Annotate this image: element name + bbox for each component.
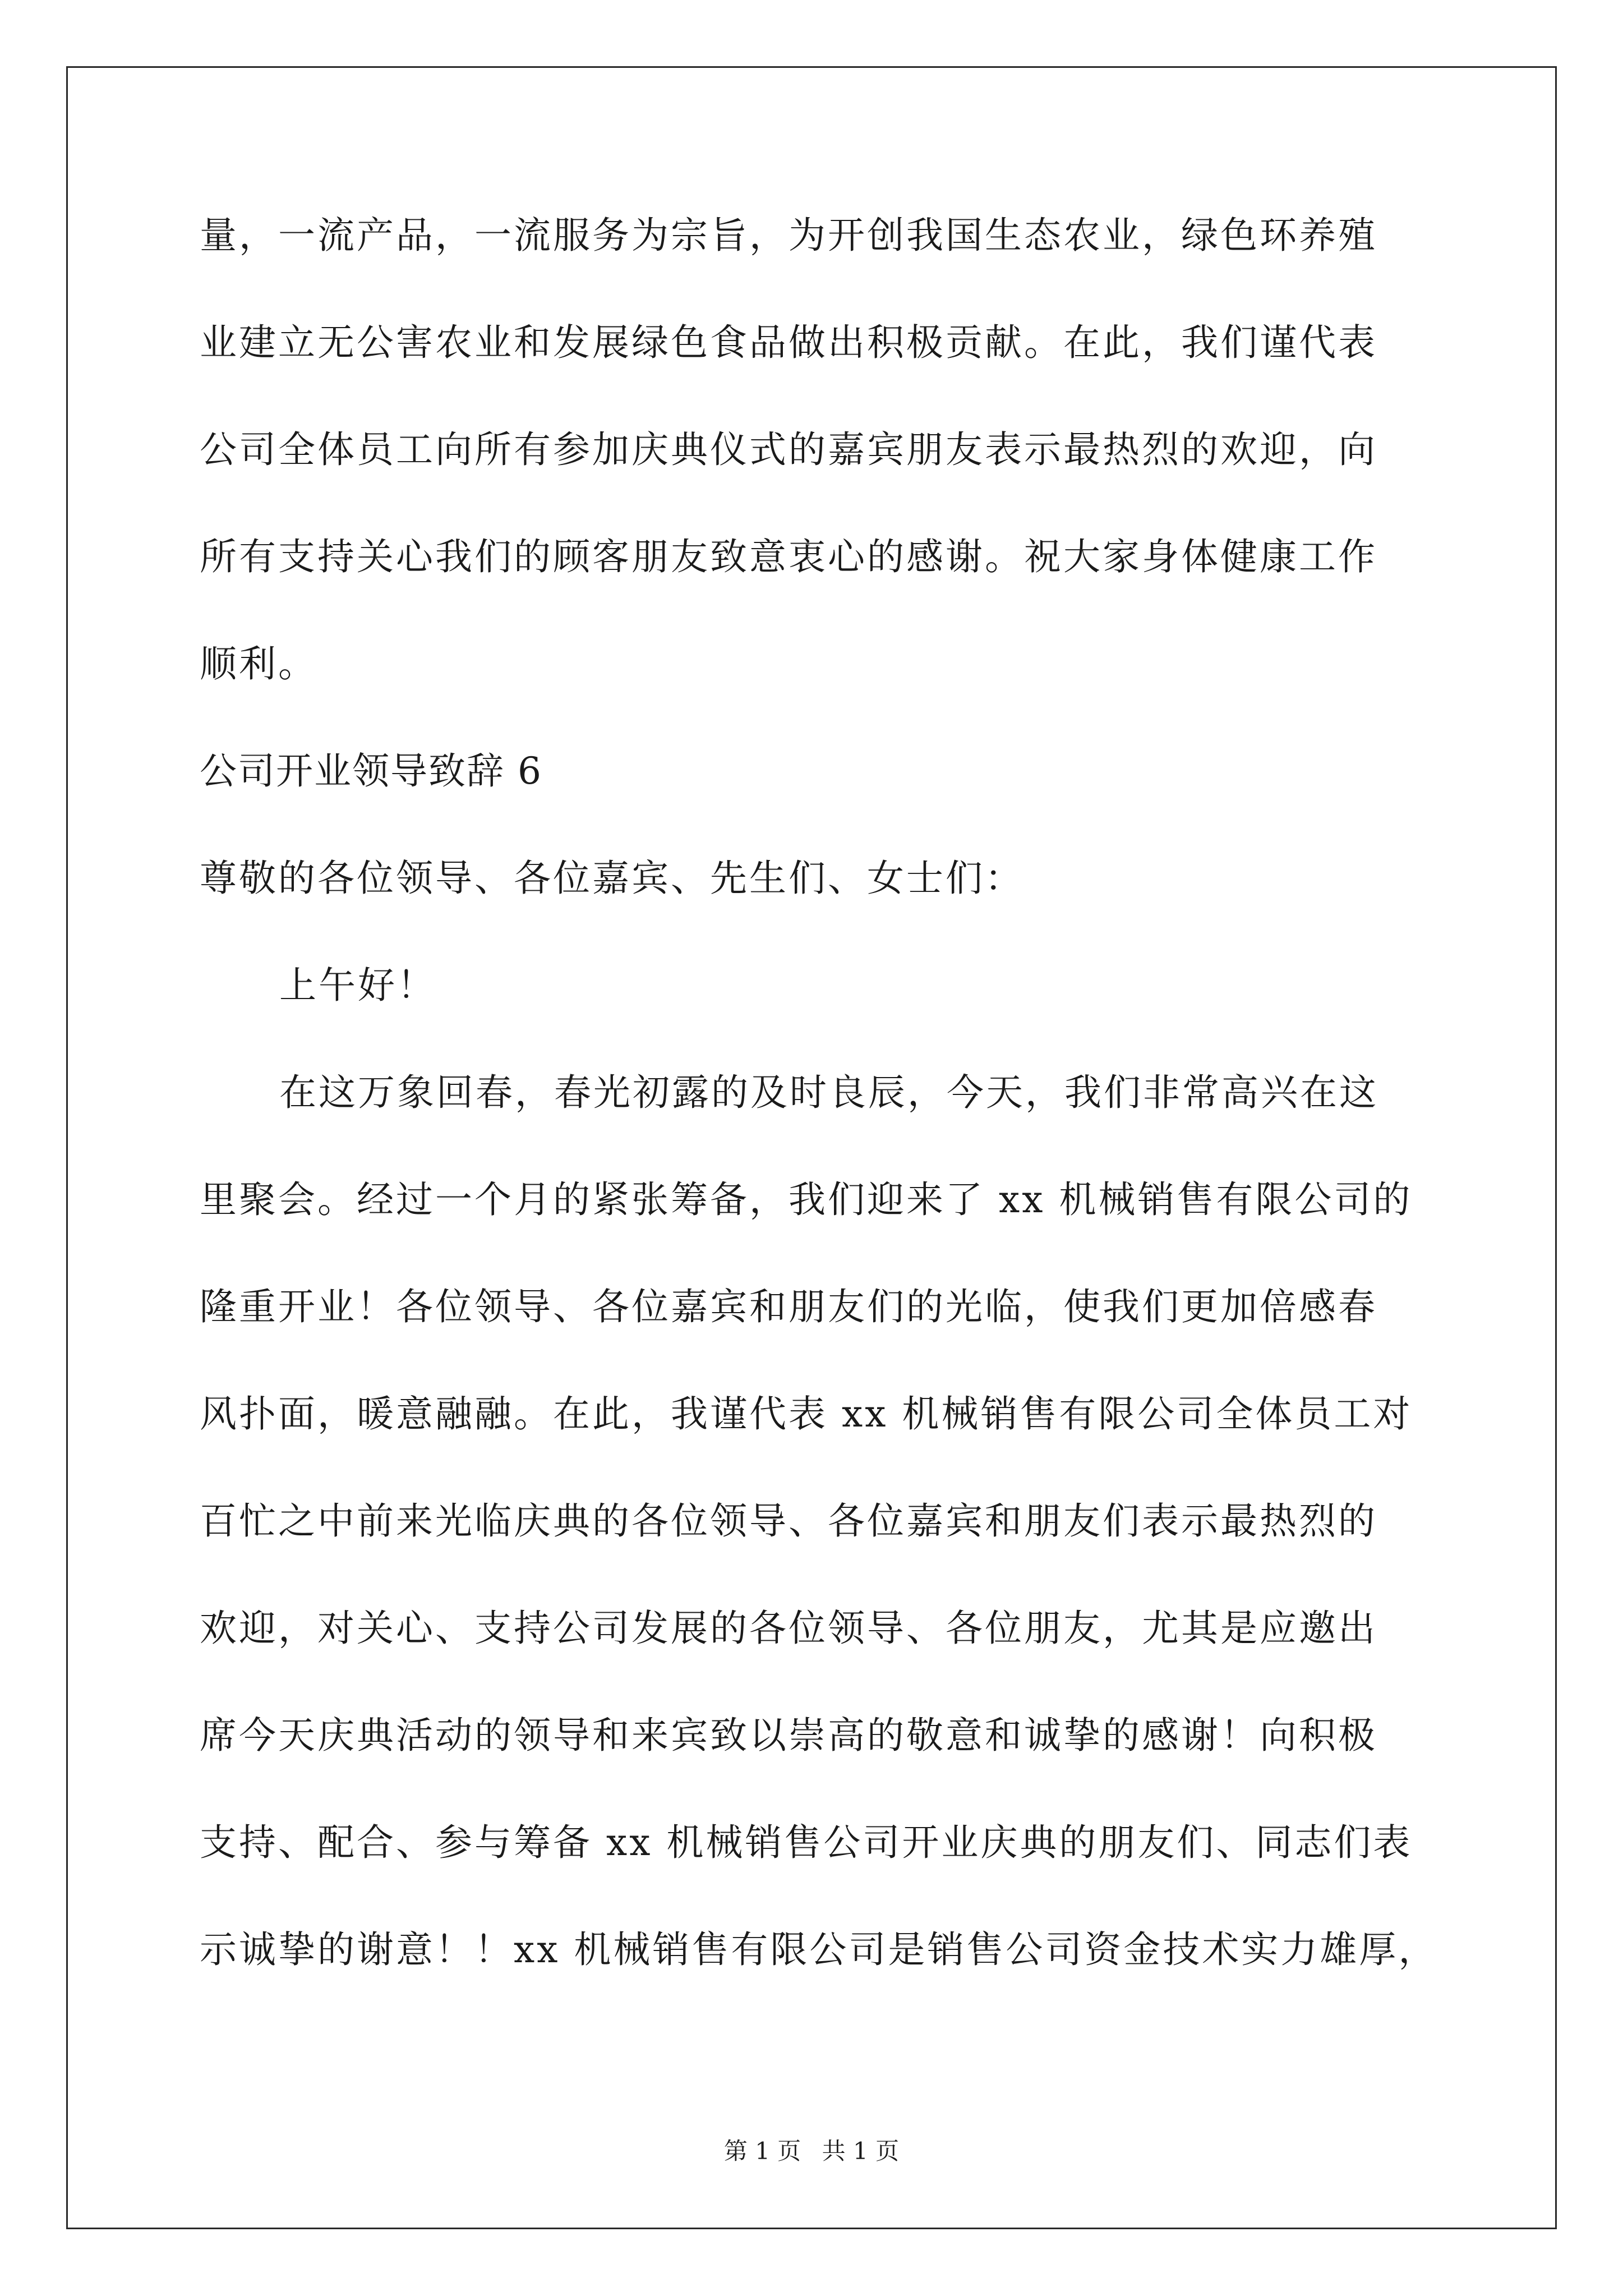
paragraph-line: 业建立无公害农业和发展绿色食品做出积极贡献。在此，我们谨代表 — [200, 321, 1377, 364]
paragraph-line: 量，一流产品，一流服务为宗旨，为开创我国生态农业，绿色环养殖 — [200, 214, 1377, 257]
page-number-total: 共 1 页 — [822, 2137, 900, 2165]
paragraph-line: 风扑面，暖意融融。在此，我谨代表 xx 机械销售有限公司全体员工对 — [200, 1392, 1413, 1435]
document-body — [200, 213, 1438, 1972]
paragraph-line: 席今天庆典活动的领导和来宾致以崇高的敬意和诚挚的感谢！向积极 — [200, 1714, 1377, 1757]
paragraph-line: 百忙之中前来光临庆典的各位领导、各位嘉宾和朋友们表示最热烈的 — [200, 1499, 1377, 1543]
paragraph-line: 顺利。 — [200, 642, 317, 685]
section-heading: 公司开业领导致辞 6 — [200, 749, 542, 793]
page-number-current: 第 1 页 — [723, 2137, 801, 2165]
page-footer — [0, 2137, 1623, 2165]
paragraph-line: 在这万象回春，春光初露的及时良辰，今天，我们非常高兴在这 — [279, 1071, 1378, 1114]
paragraph-line: 所有支持关心我们的顾客朋友致意衷心的感谢。祝大家身体健康工作 — [200, 535, 1377, 578]
paragraph-line: 隆重开业！各位领导、各位嘉宾和朋友们的光临，使我们更加倍感春 — [200, 1285, 1377, 1328]
salutation: 尊敬的各位领导、各位嘉宾、先生们、女士们： — [200, 857, 1024, 900]
paragraph-line: 示诚挚的谢意！！xx 机械销售有限公司是销售公司资金技术实力雄厚， — [200, 1928, 1438, 1971]
greeting: 上午好！ — [279, 964, 436, 1007]
paragraph-line: 支持、配合、参与筹备 xx 机械销售公司开业庆典的朋友们、同志们表 — [200, 1821, 1413, 1864]
paragraph-line: 公司全体员工向所有参加庆典仪式的嘉宾朋友表示最热烈的欢迎，向 — [200, 428, 1377, 471]
paragraph-line: 里聚会。经过一个月的紧张筹备，我们迎来了 xx 机械销售有限公司的 — [200, 1178, 1413, 1221]
paragraph-line: 欢迎，对关心、支持公司发展的各位领导、各位朋友，尤其是应邀出 — [200, 1607, 1377, 1650]
